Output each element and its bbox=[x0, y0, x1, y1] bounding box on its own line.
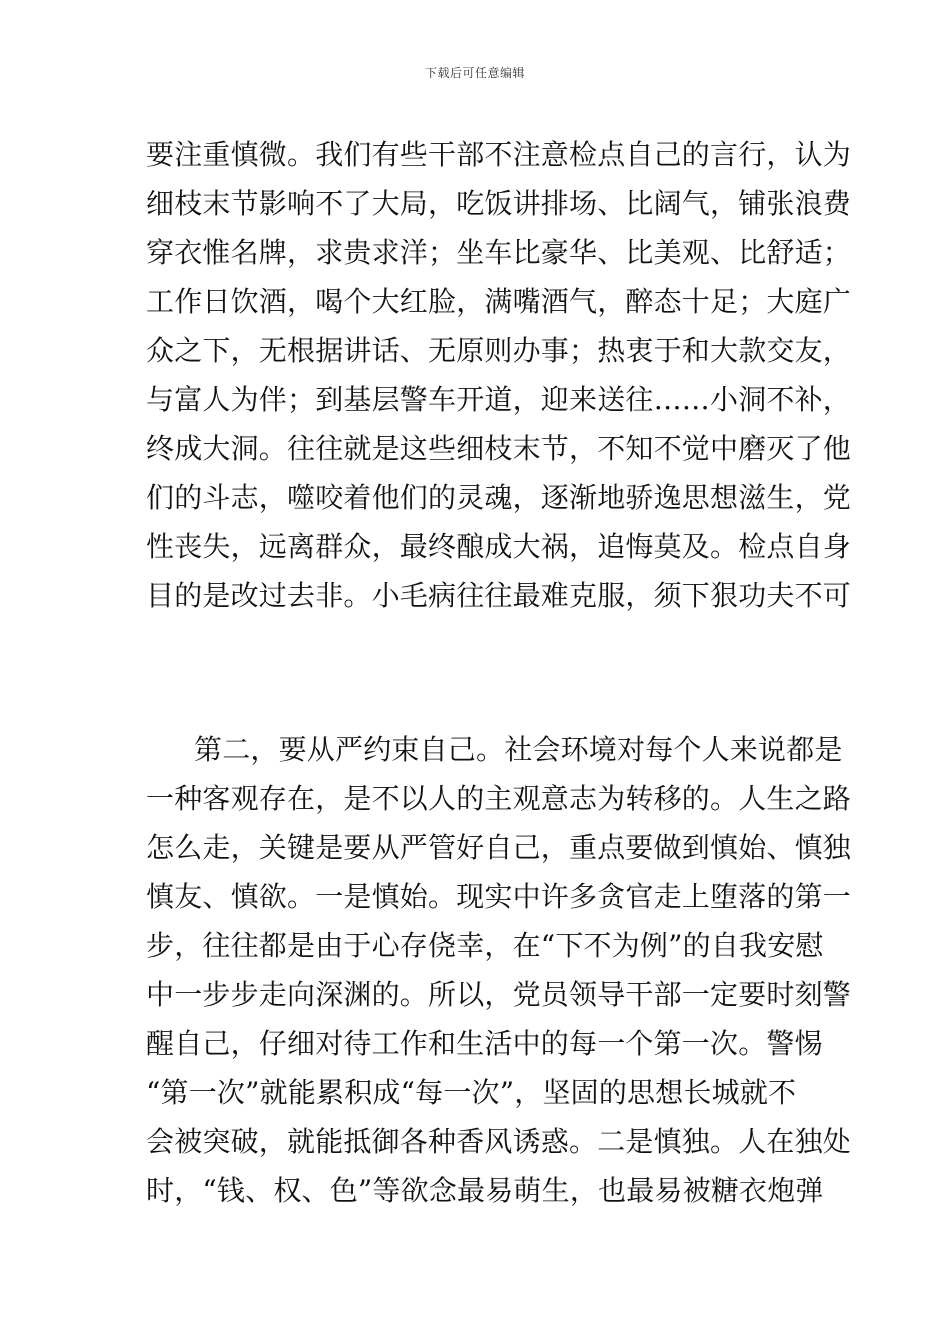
text-line: 们的斗志，噬咬着他们的灵魂，逐渐地骄逸思想滋生，党 bbox=[146, 481, 852, 514]
paragraph-1 bbox=[146, 130, 852, 620]
text-line: 要注重慎微。我们有些干部不注意检点自己的言行，认为 bbox=[146, 138, 852, 171]
text-line: 众之下，无根据讲话、无原则办事；热衷于和大款交友， bbox=[146, 334, 852, 367]
text-line: 步，往往都是由于心存侥幸，在“下不为例”的自我安慰 bbox=[146, 929, 824, 962]
text-line: 第二，要从严约束自己。社会环境对每个人来说都是 bbox=[194, 733, 843, 766]
text-line: 细枝末节影响不了大局，吃饭讲排场、比阔气，铺张浪费 bbox=[146, 187, 852, 220]
text-line: 慎友、慎欲。一是慎始。现实中许多贪官走上堕落的第一 bbox=[146, 880, 852, 913]
text-line: 目的是改过去非。小毛病往往最难克服，须下狠功夫不可 bbox=[146, 579, 852, 612]
text-line: 中一步步走向深渊的。所以，党员领导干部一定要时刻警 bbox=[146, 978, 852, 1011]
paragraph-2 bbox=[146, 725, 852, 1215]
text-line: 性丧失，远离群众，最终酿成大祸，追悔莫及。检点自身 bbox=[146, 530, 852, 563]
text-line: 时，“钱、权、色”等欲念最易萌生，也最易被糖衣炮弹 bbox=[146, 1174, 824, 1207]
text-line: 怎么走，关键是要从严管好自己，重点要做到慎始、慎独 bbox=[146, 831, 852, 864]
text-line: 终成大洞。往往就是这些细枝末节，不知不觉中磨灭了他 bbox=[146, 432, 852, 465]
text-line: “第一次”就能累积成“每一次”，坚固的思想长城就不 bbox=[146, 1076, 797, 1109]
text-line: 穿衣惟名牌，求贵求洋；坐车比豪华、比美观、比舒适； bbox=[146, 236, 852, 269]
text-line: 会被突破，就能抵御各种香风诱惑。二是慎独。人在独处 bbox=[146, 1125, 852, 1158]
text-line: 与富人为伴；到基层警车开道，迎来送往……小洞不补， bbox=[146, 383, 852, 416]
text-line: 醒自己，仔细对待工作和生活中的每一个第一次。警惕 bbox=[146, 1027, 823, 1060]
page-header: 下载后可任意编辑 bbox=[424, 66, 525, 80]
text-line: 工作日饮酒，喝个大红脸，满嘴酒气，醉态十足；大庭广 bbox=[146, 285, 852, 318]
text-line: 一种客观存在，是不以人的主观意志为转移的。人生之路 bbox=[146, 782, 852, 815]
